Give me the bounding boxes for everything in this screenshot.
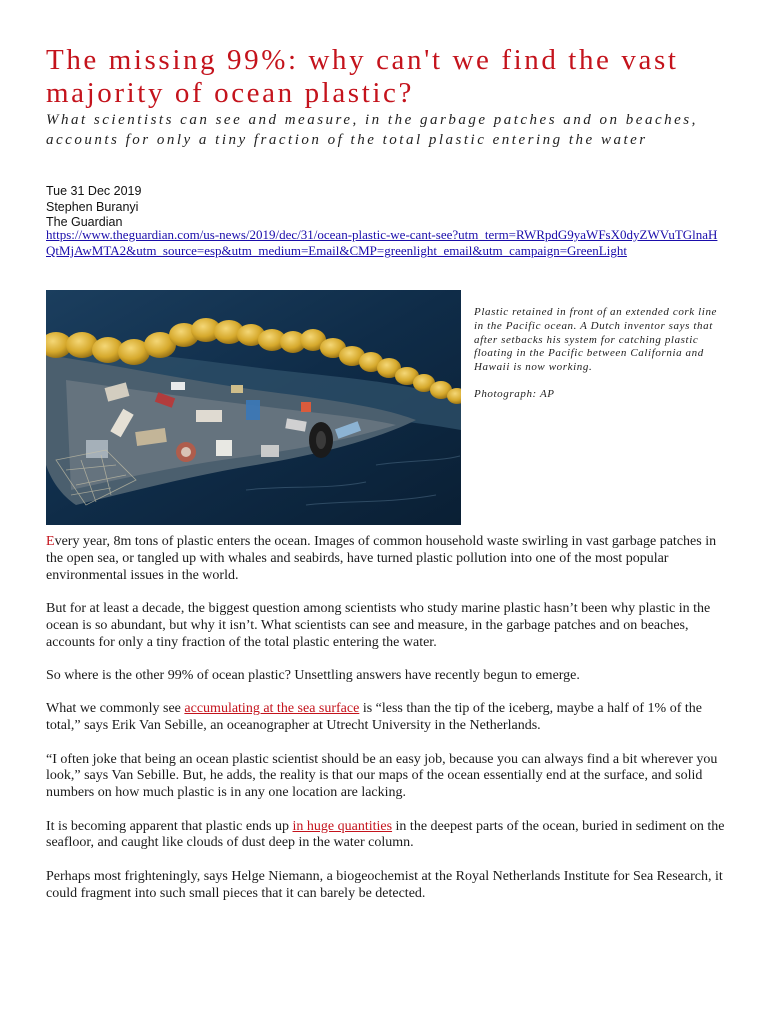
ocean-plastic-photo	[46, 290, 461, 525]
sea-surface-link[interactable]: accumulating at the sea surface	[184, 701, 360, 717]
article-date: Tue 31 Dec 2019	[46, 184, 142, 198]
article-meta	[46, 184, 746, 231]
body-paragraph-7: Perhaps most frighteningly, says Helge Niemann, a biogeochemist at the Royal Netherlands Institute for Sea Research, it could fragment into such small pieces that it can barely be detected.	[46, 868, 723, 901]
article-standfirst: What scientists can see and measure, in the garbage patches and on beaches, accounts for only a tiny fraction of the total plastic entering the water	[46, 112, 698, 148]
body-paragraph-4	[46, 701, 726, 735]
body-paragraph-1	[46, 534, 726, 584]
body-paragraph-1-text: very year, 8m tons of plastic enters the ocean. Images of common household waste swirling in vast garbage patches in the open sea, or tangled up with whales and seabirds, have turned plastic pollution into one of the most popular environmental issues in the world.	[46, 534, 717, 583]
body-paragraph-4-lead: What we commonly see	[46, 701, 185, 717]
dropcap-letter: E	[46, 534, 55, 549]
article-headline: The missing 99%: why can't we find the vast majority of ocean plastic?	[46, 44, 679, 109]
huge-quantities-link[interactable]: in huge quantities	[292, 818, 393, 834]
body-paragraph-5: “I often joke that being an ocean plastic scientist should be an easy job, because you can always find a bit wherever you look,” says Van Sebille. But, he adds, the reality is that our maps of the ocean essentially end at the surface, and solid numbers on how much plastic is in any one location are lacking.	[46, 751, 718, 801]
source-url-link[interactable]: https://www.theguardian.com/us-news/2019/dec/31/ocean-plastic-we-cant-see?utm_term=RWRpdG9yaWFsX0dyZWVuTGlnaHQtMjAwMTA2&utm_source=esp&utm_medium=Email&CMP=greenlight_email&utm_campaign=GreenLight	[46, 227, 718, 258]
article-author: Stephen Buranyi	[46, 199, 139, 214]
photo-caption-text: Plastic retained in front of an extended cork line in the Pacific ocean. A Dutch inventor says that after setbacks his system for catching plastic floating in the Pacific between California and Hawaii is now working.	[474, 306, 718, 374]
article-photo	[46, 290, 461, 525]
body-paragraph-6	[46, 819, 726, 853]
article-body	[46, 534, 726, 919]
photo-credit: Photograph: AP	[474, 387, 555, 400]
body-paragraph-6-lead: It is becoming apparent that plastic ends up	[46, 818, 293, 834]
body-paragraph-6-tail: in the deepest parts of the ocean, buried in sediment on the seafloor, and caught like clouds of dust deep in the water column.	[46, 818, 725, 851]
body-paragraph-3: So where is the other 99% of ocean plastic? Unsettling answers have recently begun to emerge.	[46, 667, 580, 683]
article-publication: The Guardian	[46, 215, 123, 229]
photo-caption	[474, 306, 724, 415]
body-paragraph-4-tail: is “less than the tip of the iceberg, maybe a half of 1% of the total,” says Erik Van Sebille, an oceanographer at Utrecht University in the Netherlands.	[46, 701, 702, 734]
body-paragraph-2: But for at least a decade, the biggest question among scientists who study marine plastic hasn’t been why plastic in the ocean is so abundant, but why it isn’t. What scientists can see and measure, in the garbage patches and on beaches, accounts for only a tiny fraction of the total plastic entering the water.	[46, 600, 711, 650]
